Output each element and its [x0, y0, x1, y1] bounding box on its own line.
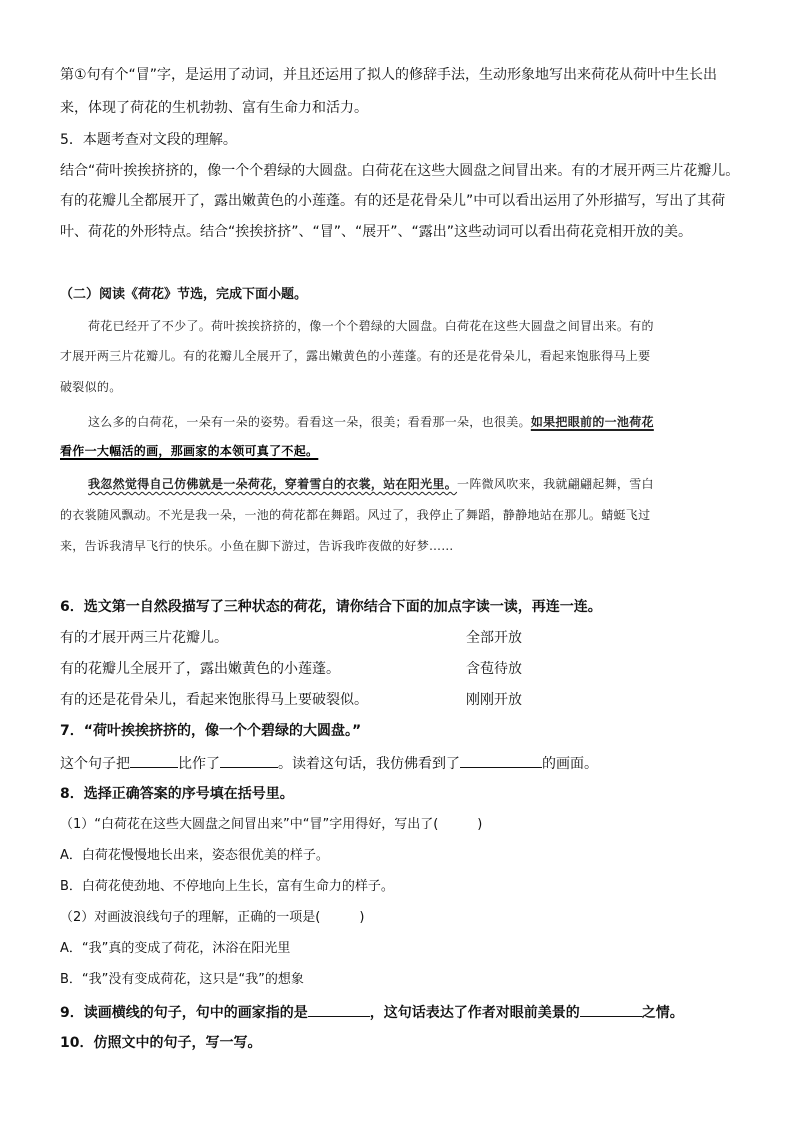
q8-1-option-a: A．白荷花慢慢地长出来，姿态很优美的样子。 — [60, 848, 329, 863]
q7-blank-1[interactable] — [130, 753, 178, 768]
question-7-fill — [60, 753, 598, 774]
q7-text-2: 比作了 — [178, 756, 220, 772]
question-8-stem: 8．选择正确答案的序号填在括号里。 — [60, 786, 294, 802]
q7-text-4: 的画面。 — [542, 756, 598, 772]
q8-1-option-b: B．白荷花使劲地、不停地向上生长，富有生命力的样子。 — [60, 879, 394, 894]
answer-5-line-3: 叶、荷花的外形特点。结合“挨挨挤挤”、“冒”、“展开”、“露出”这些动词可以看出荷花竞相开放的美。 — [60, 224, 693, 240]
answer-5-heading: 5．本题考查对文段的理解。 — [60, 132, 237, 148]
q6-left-item-2: 有的花瓣儿全展开了，露出嫩黄色的小莲蓬。 — [60, 661, 340, 677]
q6-right-item-1: 全部开放 — [466, 630, 522, 646]
passage-p3-line-1 — [88, 474, 654, 494]
q9-text-1: 9．读画横线的句子，句中的画家指的是 — [60, 1005, 308, 1021]
question-6-stem: 6．选文第一自然段描写了三种状态的荷花，请你结合下面的加点字读一读，再连一连。 — [60, 599, 602, 615]
q6-right-item-2: 含苞待放 — [466, 661, 522, 677]
q7-text-1: 这个句子把 — [60, 756, 130, 772]
q8-subquestion-1: （1）“白荷花在这些大圆盘之间冒出来”中“冒”字用得好，写出了( ) — [60, 817, 483, 832]
passage-p2-plain: 这么多的白荷花，一朵有一朵的姿势。看看这一朵，很美；看看那一朵，也很美。 — [88, 415, 531, 429]
wavy-sentence: 我忽然觉得自己仿佛就是一朵荷花，穿着雪白的衣裳，站在阳光里。 — [88, 477, 458, 491]
q8-subquestion-2: （2）对画波浪线句子的理解，正确的一项是( ) — [60, 910, 365, 925]
passage-p3-line-2: 的衣裳随风飘动。不光是我一朵，一池的荷花都在舞蹈。风过了，我停止了舞蹈，静静地站在那儿。蜻蜓飞过 — [60, 508, 651, 522]
q7-blank-2[interactable] — [220, 753, 278, 768]
answer-4-line-1: 第①句有个“冒”字，是运用了动词，并且还运用了拟人的修辞手法，生动形象地写出来荷花从荷叶中生长出 — [60, 67, 718, 83]
question-9 — [60, 1002, 684, 1023]
passage-p2-line-1 — [88, 412, 654, 432]
answer-5-line-1: 结合“荷叶挨挨挤挤的，像一个个碧绿的大圆盘。白荷花在这些大圆盘之间冒出来。有的才展开两三片花瓣儿。 — [60, 163, 740, 179]
q6-right-item-3: 刚刚开放 — [466, 692, 522, 708]
answer-5-line-2: 有的花瓣儿全都展开了，露出嫩黄色的小莲蓬。有的还是花骨朵儿”中可以看出运用了外形描写，写出了其荷 — [60, 193, 726, 209]
passage-p1-line-2: 才展开两三片花瓣儿。有的花瓣儿全展开了，露出嫩黄色的小莲蓬。有的还是花骨朵儿，看起来饱胀得马上要 — [60, 349, 651, 363]
passage-p1-line-1: 荷花已经开了不少了。荷叶挨挨挤挤的，像一个个碧绿的大圆盘。白荷花在这些大圆盘之间冒出来。有的 — [88, 319, 654, 333]
q7-text-3: 。读着这句话，我仿佛看到了 — [278, 756, 460, 772]
question-10-stem: 10．仿照文中的句子，写一写。 — [60, 1035, 262, 1051]
passage-p1-line-3: 破裂似的。 — [60, 380, 122, 394]
q7-blank-3[interactable] — [460, 753, 542, 768]
question-7-stem: 7．“荷叶挨挨挤挤的，像一个个碧绿的大圆盘。” — [60, 723, 362, 739]
q8-2-option-a: A．“我”真的变成了荷花，沐浴在阳光里 — [60, 941, 291, 956]
underlined-sentence-part-1: 如果把眼前的一池荷花 — [530, 415, 654, 429]
underlined-sentence-part-2: 看作一大幅活的画，那画家的本领可真了不起。 — [60, 444, 319, 458]
passage-p3-line-3: 来，告诉我清早飞行的快乐。小鱼在脚下游过，告诉我昨夜做的好梦…… — [60, 539, 454, 553]
q9-blank-2[interactable] — [580, 1002, 642, 1017]
answer-4-line-2: 来，体现了荷花的生机勃勃、富有生命力和活力。 — [60, 100, 368, 116]
q9-text-3: 之情。 — [641, 1005, 684, 1021]
passage-p3-plain: 一阵微风吹来，我就翩翩起舞，雪白 — [457, 477, 654, 491]
q8-2-option-b: B．“我”没有变成荷花，这只是“我”的想象 — [60, 972, 304, 987]
section-title: （二）阅读《荷花》节选，完成下面小题。 — [60, 287, 308, 302]
q6-left-item-1: 有的才展开两三片花瓣儿。 — [60, 630, 228, 646]
q6-left-item-3: 有的还是花骨朵儿，看起来饱胀得马上要破裂似。 — [60, 692, 368, 708]
q9-blank-1[interactable] — [308, 1002, 370, 1017]
q9-text-2: ，这句话表达了作者对眼前美景的 — [369, 1005, 580, 1021]
